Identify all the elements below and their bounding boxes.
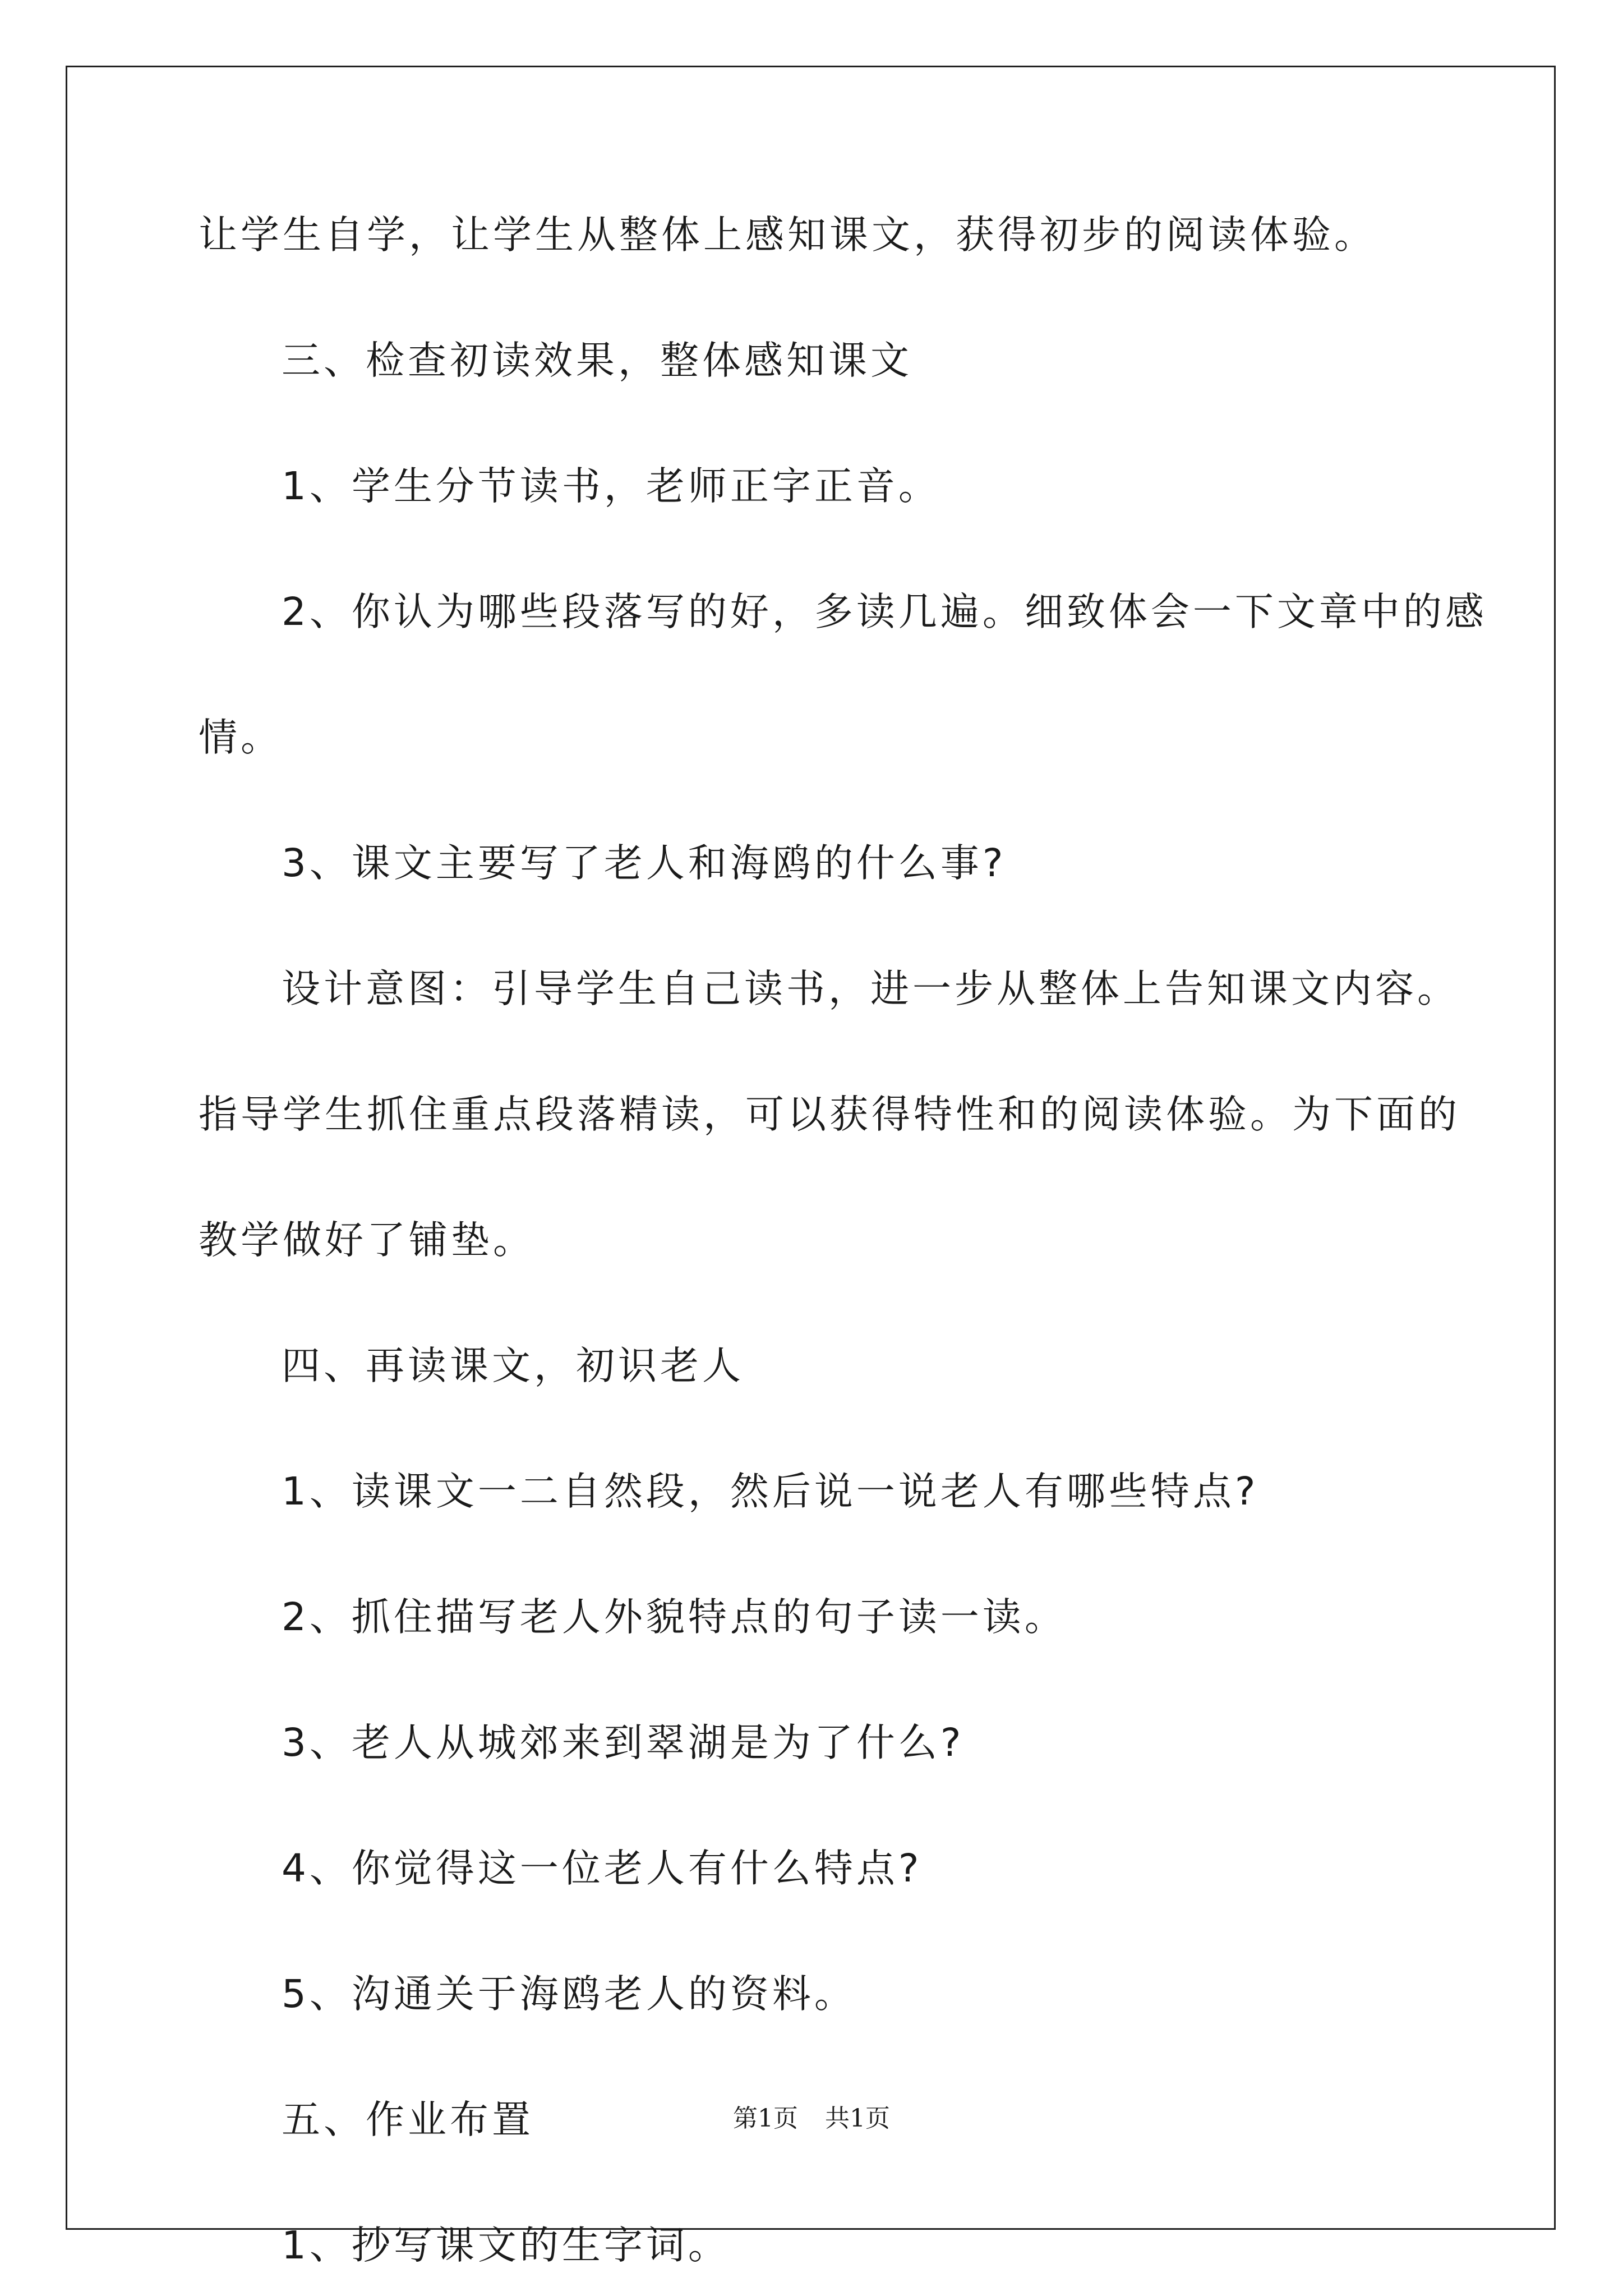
list-item: 1、读课文一二自然段，然后说一说老人有哪些特点? (282, 1469, 1259, 1514)
list-item: 4、你觉得这一位老人有什么特点? (282, 1846, 923, 1891)
section-heading: 四、再读课文，初识老人 (282, 1343, 744, 1388)
list-item: 3、课文主要写了老人和海鸥的什么事? (282, 841, 1007, 886)
page-footer (0, 2098, 1623, 2134)
list-item: 1、学生分节读书，老师正字正音。 (282, 464, 940, 509)
list-item: 2、你认为哪些段落写的好，多读几遍。细致体会一下文章中的感 (282, 590, 1487, 634)
section-heading: 三、检查初读效果，整体感知课文 (282, 338, 912, 383)
paragraph-line: 情。 (199, 715, 283, 760)
list-item: 2、抓住描写老人外貌特点的句子读一读。 (282, 1595, 1067, 1640)
page-number: 第1页 (733, 2104, 798, 2133)
paragraph-line: 教学做好了铺垫。 (199, 1218, 535, 1263)
page-total: 共1页 (825, 2104, 890, 2133)
list-item: 1、抄写课文的生字词。 (282, 2223, 730, 2268)
list-item: 5、沟通关于海鸥老人的资料。 (282, 1972, 856, 2017)
page-border (66, 66, 1556, 2230)
paragraph-line: 设计意图：引导学生自己读书，进一步从整体上告知课文内容。 (282, 967, 1459, 1011)
paragraph-line: 让学生自学，让学生从整体上感知课文，获得初步的阅读体验。 (199, 213, 1376, 257)
list-item: 3、老人从城郊来到翠湖是为了什么? (282, 1720, 965, 1765)
paragraph-line: 指导学生抓住重点段落精读，可以获得特性和的阅读体验。为下面的 (199, 1092, 1460, 1137)
section-heading: 五、作业布置 (282, 2097, 534, 2142)
